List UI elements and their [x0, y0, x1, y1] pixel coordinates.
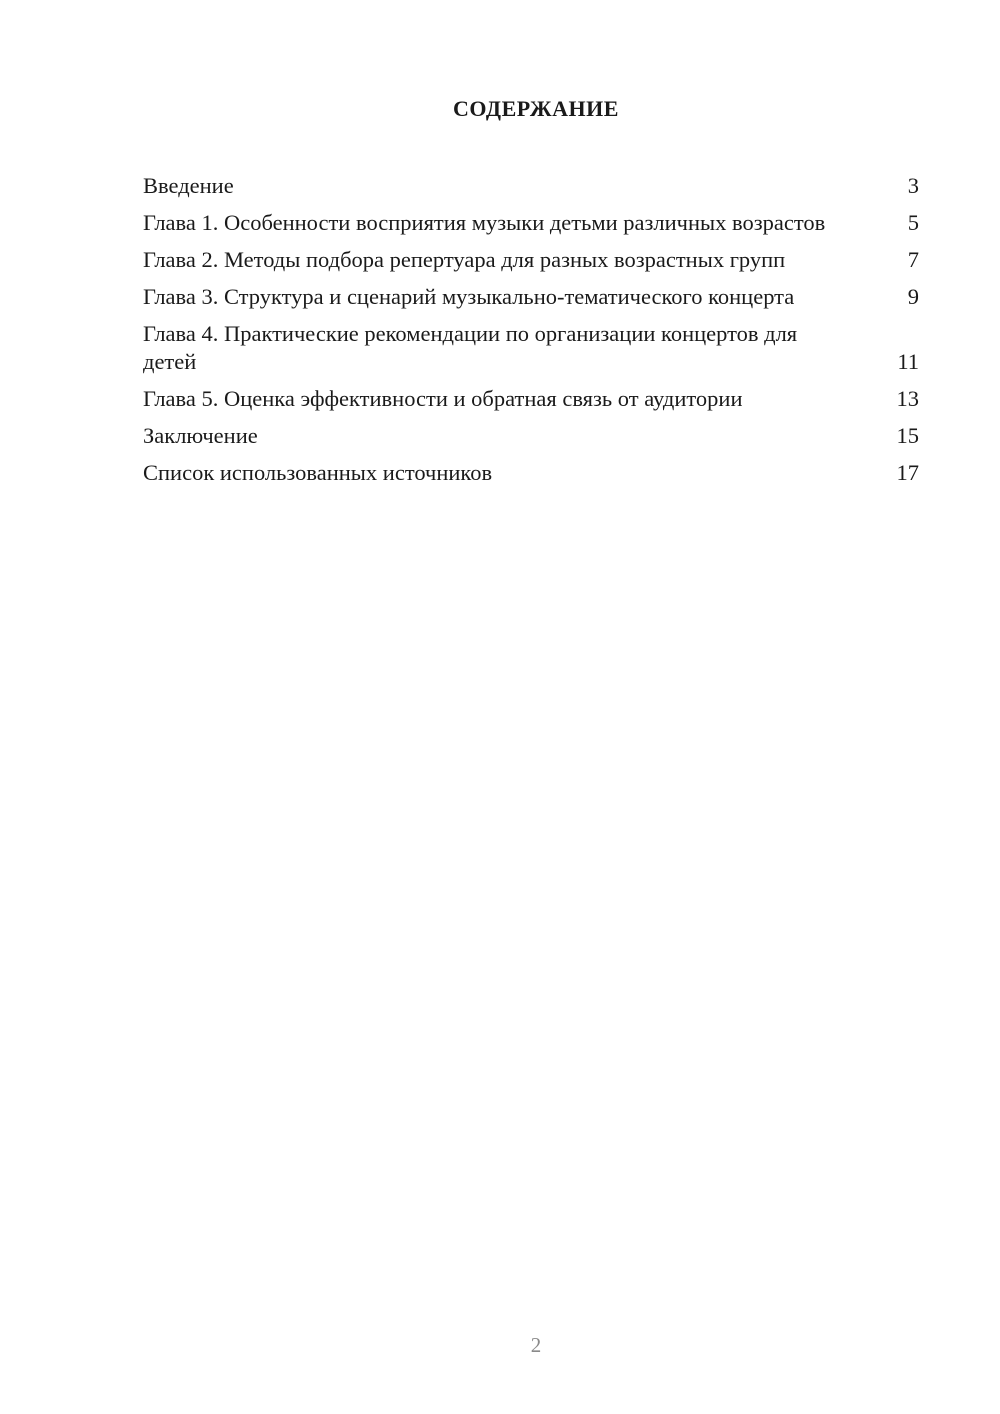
toc-entry-page: 7: [907, 247, 919, 272]
toc-entry-chapter-5: [143, 385, 919, 413]
toc-entry-references: [143, 459, 919, 487]
toc-entry-page: 17: [896, 460, 919, 485]
toc-entry-label: Заключение: [143, 423, 258, 448]
page-title: СОДЕРЖАНИЕ: [453, 96, 619, 121]
toc-entry-chapter-1: [143, 209, 919, 237]
toc-entry-chapter-3: [143, 283, 919, 311]
toc-entry-page: 3: [907, 173, 919, 198]
page-number: 2: [530, 1333, 542, 1357]
toc-entry-label: Глава 1. Особенности восприятия музыки детьми различных возрастов: [143, 210, 826, 235]
toc-entry-label: Глава 4. Практические рекомендации по организации концертов для детей: [143, 321, 798, 374]
toc-entry-page: 15: [896, 423, 919, 448]
toc-entry-chapter-4: [143, 320, 919, 376]
toc-entry-page: 11: [897, 349, 919, 374]
toc-entry-label: Глава 5. Оценка эффективности и обратная связь от аудитории: [143, 386, 743, 411]
toc-entry-conclusion: [143, 422, 919, 450]
toc-entry-label: Глава 2. Методы подбора репертуара для разных возрастных групп: [143, 247, 786, 272]
toc-entry-page: 9: [907, 284, 919, 309]
toc-entry-label: Список использованных источников: [143, 460, 493, 485]
table-of-contents: [143, 172, 919, 496]
toc-entry-label: Глава 3. Структура и сценарий музыкально-тематического концерта: [143, 284, 795, 309]
toc-entry-page: 13: [896, 386, 919, 411]
toc-entry-page: 5: [907, 210, 919, 235]
toc-entry-introduction: [143, 172, 919, 200]
toc-entry-chapter-2: [143, 246, 919, 274]
toc-entry-label: Введение: [143, 173, 234, 198]
